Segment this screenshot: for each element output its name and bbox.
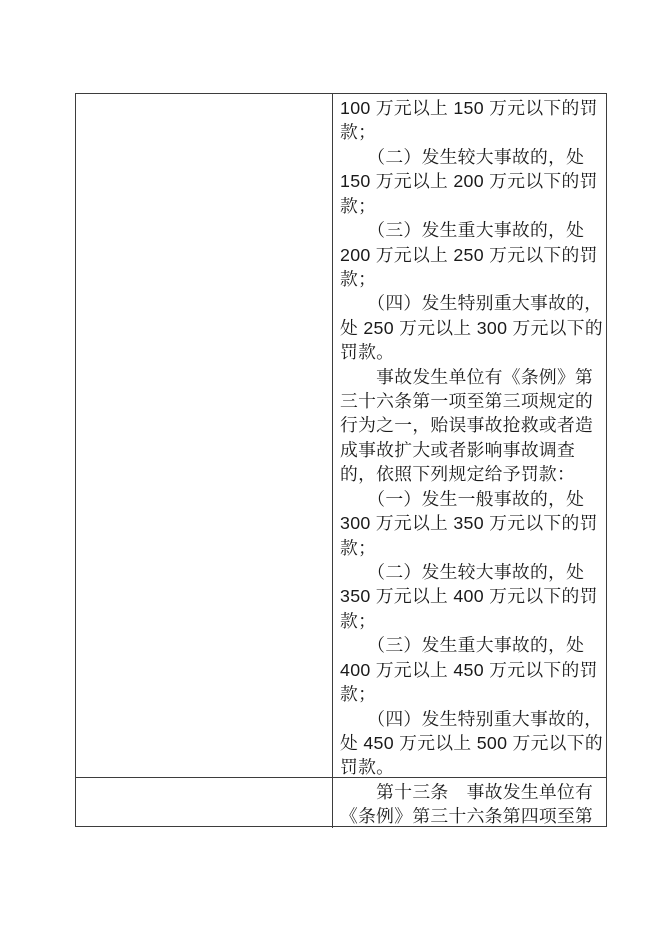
table-cell-penalty-text (333, 94, 606, 777)
text-line: 成事故扩大或者影响事故调查 (340, 439, 576, 460)
text-line: 行为之一，贻误事故抢救或者造 (340, 415, 594, 436)
text-line: （二）发生较大事故的，处 (340, 562, 585, 583)
text-line: （四）发生特别重大事故的， (340, 708, 603, 729)
text-line: 的，依照下列规定给予罚款： (340, 464, 576, 485)
table-cell-left-empty (76, 778, 333, 828)
text-line: 150 万元以上 200 万元以下的罚 (340, 171, 598, 192)
text-line: 事故发生单位有《条例》第 (340, 366, 594, 387)
text-line: 款； (340, 195, 377, 216)
text-line: 款； (340, 268, 377, 289)
text-line: 款； (340, 537, 377, 558)
text-line: （三）发生重大事故的，处 (340, 635, 585, 656)
text-line: （二）发生较大事故的，处 (340, 146, 585, 167)
text-line: 处 450 万元以上 500 万元以下的 (340, 732, 603, 753)
text-line: 300 万元以上 350 万元以下的罚 (340, 513, 598, 534)
table-row (76, 778, 606, 828)
table-cell-article-13-text (333, 778, 606, 828)
text-line: 400 万元以上 450 万元以下的罚 (340, 659, 598, 680)
text-line: 200 万元以上 250 万元以下的罚 (340, 244, 598, 265)
table-cell-left-empty (76, 94, 333, 777)
text-line: 三十六条第一项至第三项规定的 (340, 391, 594, 412)
text-line: 《条例》第三十六条第四项至第 (340, 806, 594, 826)
text-line: 罚款。 (340, 757, 395, 777)
text-line: 款； (340, 610, 377, 631)
text-line: （四）发生特别重大事故的， (340, 293, 603, 314)
text-line: 罚款。 (340, 342, 395, 363)
text-line: 款； (340, 122, 377, 143)
text-line: 100 万元以上 150 万元以下的罚 (340, 98, 598, 118)
text-line: 第十三条 事故发生单位有 (340, 782, 594, 802)
text-line: （一）发生一般事故的，处 (340, 488, 585, 509)
regulation-table (75, 93, 607, 827)
text-line: （三）发生重大事故的，处 (340, 220, 585, 241)
table-row (76, 94, 606, 778)
text-line: 处 250 万元以上 300 万元以下的 (340, 317, 603, 338)
text-line: 款； (340, 684, 377, 705)
text-line: 350 万元以上 400 万元以下的罚 (340, 586, 598, 607)
